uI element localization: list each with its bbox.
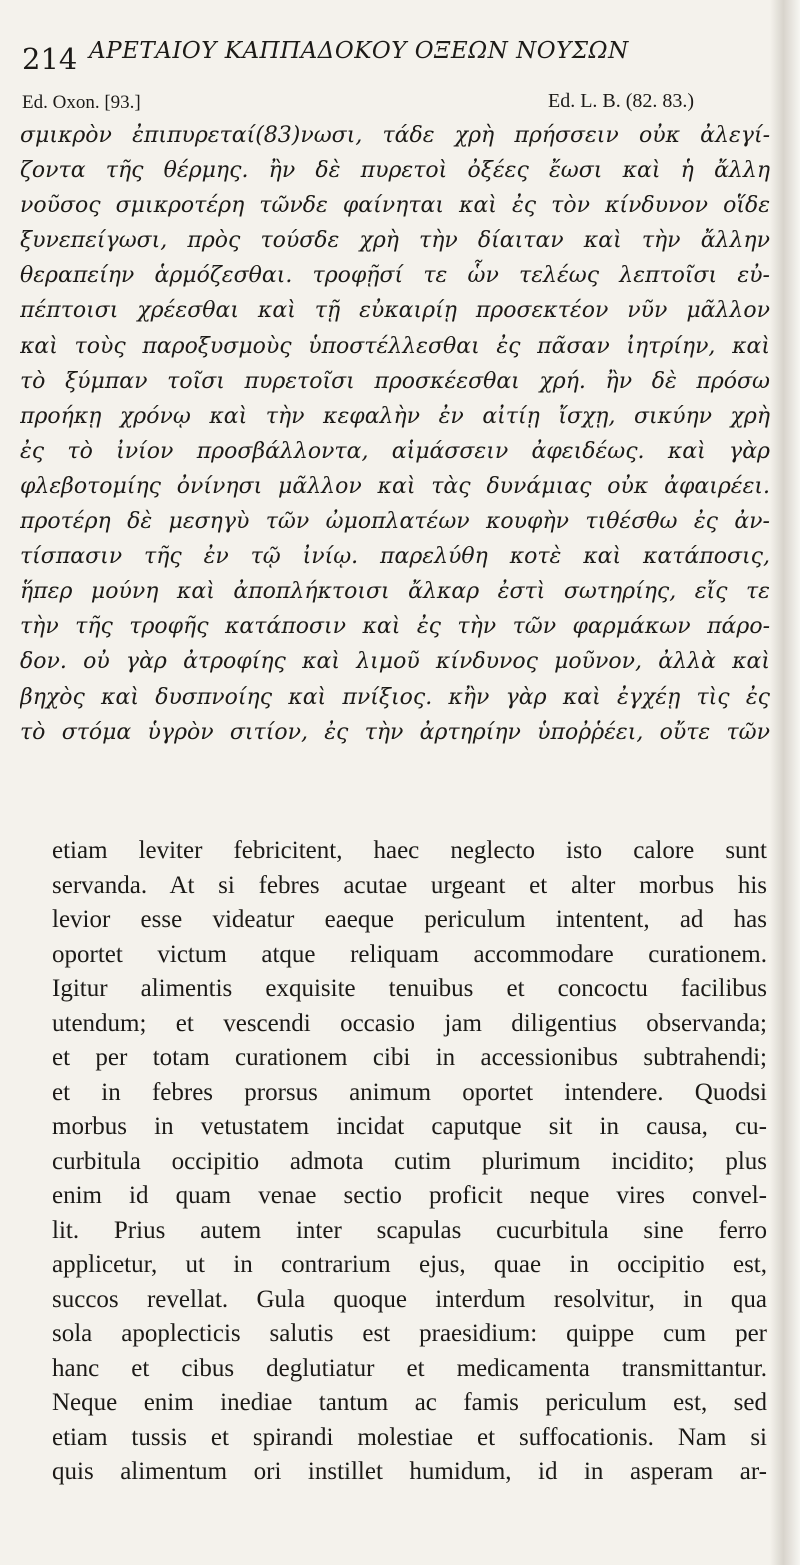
greek-line: φλεβοτομίης ὀνίνησι μᾶλλον καὶ τὰς δυνάμιας οὐκ ἀφαιρέει. xyxy=(20,473,770,499)
latin-line: Igitur alimentis exquisite tenuibus et concoctu facilibus xyxy=(52,975,767,1002)
greek-line: τίσπασιν τῆς ἐν τῷ ἰνίῳ. παρελύθη κοτὲ καὶ κατάποσις, xyxy=(20,544,770,570)
greek-line: τὸ ξύμπαν τοῖσι πυρετοῖσι προσκέεσθαι χρή. ἢν δὲ πρόσω xyxy=(20,368,770,394)
greek-line: ζοντα τῆς θέρμης. ἢν δὲ πυρετοὶ ὀξέες ἔωσι καὶ ἡ ἄλλη xyxy=(20,158,770,184)
latin-line: Neque enim inediae tantum ac famis periculum est, sed xyxy=(52,1389,767,1416)
greek-line: τὴν τῆς τροφῆς κατάποσιν καὶ ἐς τὴν τῶν φαρμάκων πάρο- xyxy=(20,614,770,640)
latin-line: hanc et cibus deglutiatur et medicamenta transmittantur. xyxy=(52,1354,767,1382)
latin-line: levior esse videatur eaeque periculum intentent, ad has xyxy=(52,906,767,933)
greek-line: θεραπείην ἁρμόζεσθαι. τροφῇσί τε ὧν τελέως λεπτοῖσι εὐ- xyxy=(20,263,770,289)
latin-line: sola apoplecticis salutis est praesidium: quippe cum per xyxy=(52,1320,767,1347)
latin-translation-block xyxy=(52,834,767,1490)
greek-line: πέπτοισι χρέεσθαι καὶ τῇ εὐκαιρίῃ προσεκτέον νῦν μᾶλλον xyxy=(20,298,770,324)
page-header xyxy=(22,34,762,80)
running-title: ΑΡΕΤΑΙΟΥ ΚΑΠΠΑΔΟΚΟΥ ΟΞΕΩΝ ΝΟΥΣΩΝ xyxy=(89,38,629,64)
latin-line: et in febres prorsus animum oportet intendere. Quodsi xyxy=(52,1078,767,1106)
latin-line: succos revellat. Gula quoque interdum resolvitur, in qua xyxy=(52,1285,767,1313)
latin-line: etiam tussis et spirandi molestiae et suffocationis. Nam si xyxy=(52,1423,767,1451)
latin-line: oportet victum atque reliquam accommodare curationem. xyxy=(52,940,767,968)
latin-line: quis alimentum ori instillet humidum, id in asperam ar- xyxy=(52,1458,767,1485)
latin-line: etiam leviter febricitent, haec neglecto isto calore sunt xyxy=(52,837,767,864)
greek-line: ξυνεπείγωσι, πρὸς τούσδε χρὴ τὴν δίαιταν καὶ τὴν ἄλλην xyxy=(20,228,770,254)
greek-line: ἥπερ μούνη καὶ ἀποπλήκτοισι ἄλκαρ ἐστὶ σωτηρίης, εἴς τε xyxy=(20,579,770,605)
greek-line: σμικρὸν ἐπιπυρεταί(83)νωσι, τάδε χρὴ πρήσσειν οὐκ ἀλεγί- xyxy=(20,123,770,148)
edition-reference-leiden: Ed. L. B. (82. 83.) xyxy=(548,90,695,112)
latin-line: lit. Prius autem inter scapulas cucurbitula sine ferro xyxy=(52,1216,767,1244)
greek-line: νοῦσος σμικροτέρη τῶνδε φαίνηται καὶ ἐς τὸν κίνδυνον οἵδε xyxy=(20,193,770,219)
latin-line: enim id quam venae sectio proficit neque vires convel- xyxy=(52,1182,767,1209)
page-number: 214 xyxy=(22,42,78,76)
latin-line: applicetur, ut in contrarium ejus, quae in occipitio est, xyxy=(52,1251,767,1278)
greek-line: προτέρη δὲ μεσηγὺ τῶν ὠμοπλατέων κουφὴν τιθέσθω ἐς ἀν- xyxy=(20,509,770,535)
latin-line: et per totam curationem cibi in accessionibus subtrahendi; xyxy=(52,1044,767,1071)
edition-reference-oxford: Ed. Oxon. [93.] xyxy=(22,92,141,113)
greek-text-block xyxy=(20,118,770,750)
page-edge-shadow xyxy=(770,0,800,1565)
latin-line: morbus in vetustatem incidat caputque sit in causa, cu- xyxy=(52,1113,767,1140)
greek-line: καὶ τοὺς παροξυσμοὺς ὑποστέλλεσθαι ἐς πᾶσαν ἰητρίην, καὶ xyxy=(20,333,770,359)
greek-line: τὸ στόμα ὑγρὸν σιτίον, ἐς τὴν ἀρτηρίην ὑποῤῥέει, οὔτε τῶν xyxy=(20,719,770,745)
greek-line: βηχὸς καὶ δυσπνοίης καὶ πνίξιος. κἢν γὰρ καὶ ἐγχέῃ τὶς ἐς xyxy=(20,684,770,710)
latin-line: servanda. At si febres acutae urgeant et alter morbus his xyxy=(52,871,767,899)
greek-line: προήκῃ χρόνῳ καὶ τὴν κεφαλὴν ἐν αἰτίῃ ἴσχῃ, σικύην χρὴ xyxy=(20,403,770,429)
latin-line: utendum; et vescendi occasio jam diligentius observanda; xyxy=(52,1009,767,1037)
greek-line: δον. οὐ γὰρ ἀτροφίης καὶ λιμοῦ κίνδυνος μοῦνον, ἀλλὰ καὶ xyxy=(20,649,770,675)
greek-line: ἐς τὸ ἰνίον προσβάλλοντα, αἱμάσσειν ἀφειδέως. καὶ γὰρ xyxy=(20,438,770,464)
latin-line: curbitula occipitio admota cutim plurimum incidito; plus xyxy=(52,1147,767,1175)
